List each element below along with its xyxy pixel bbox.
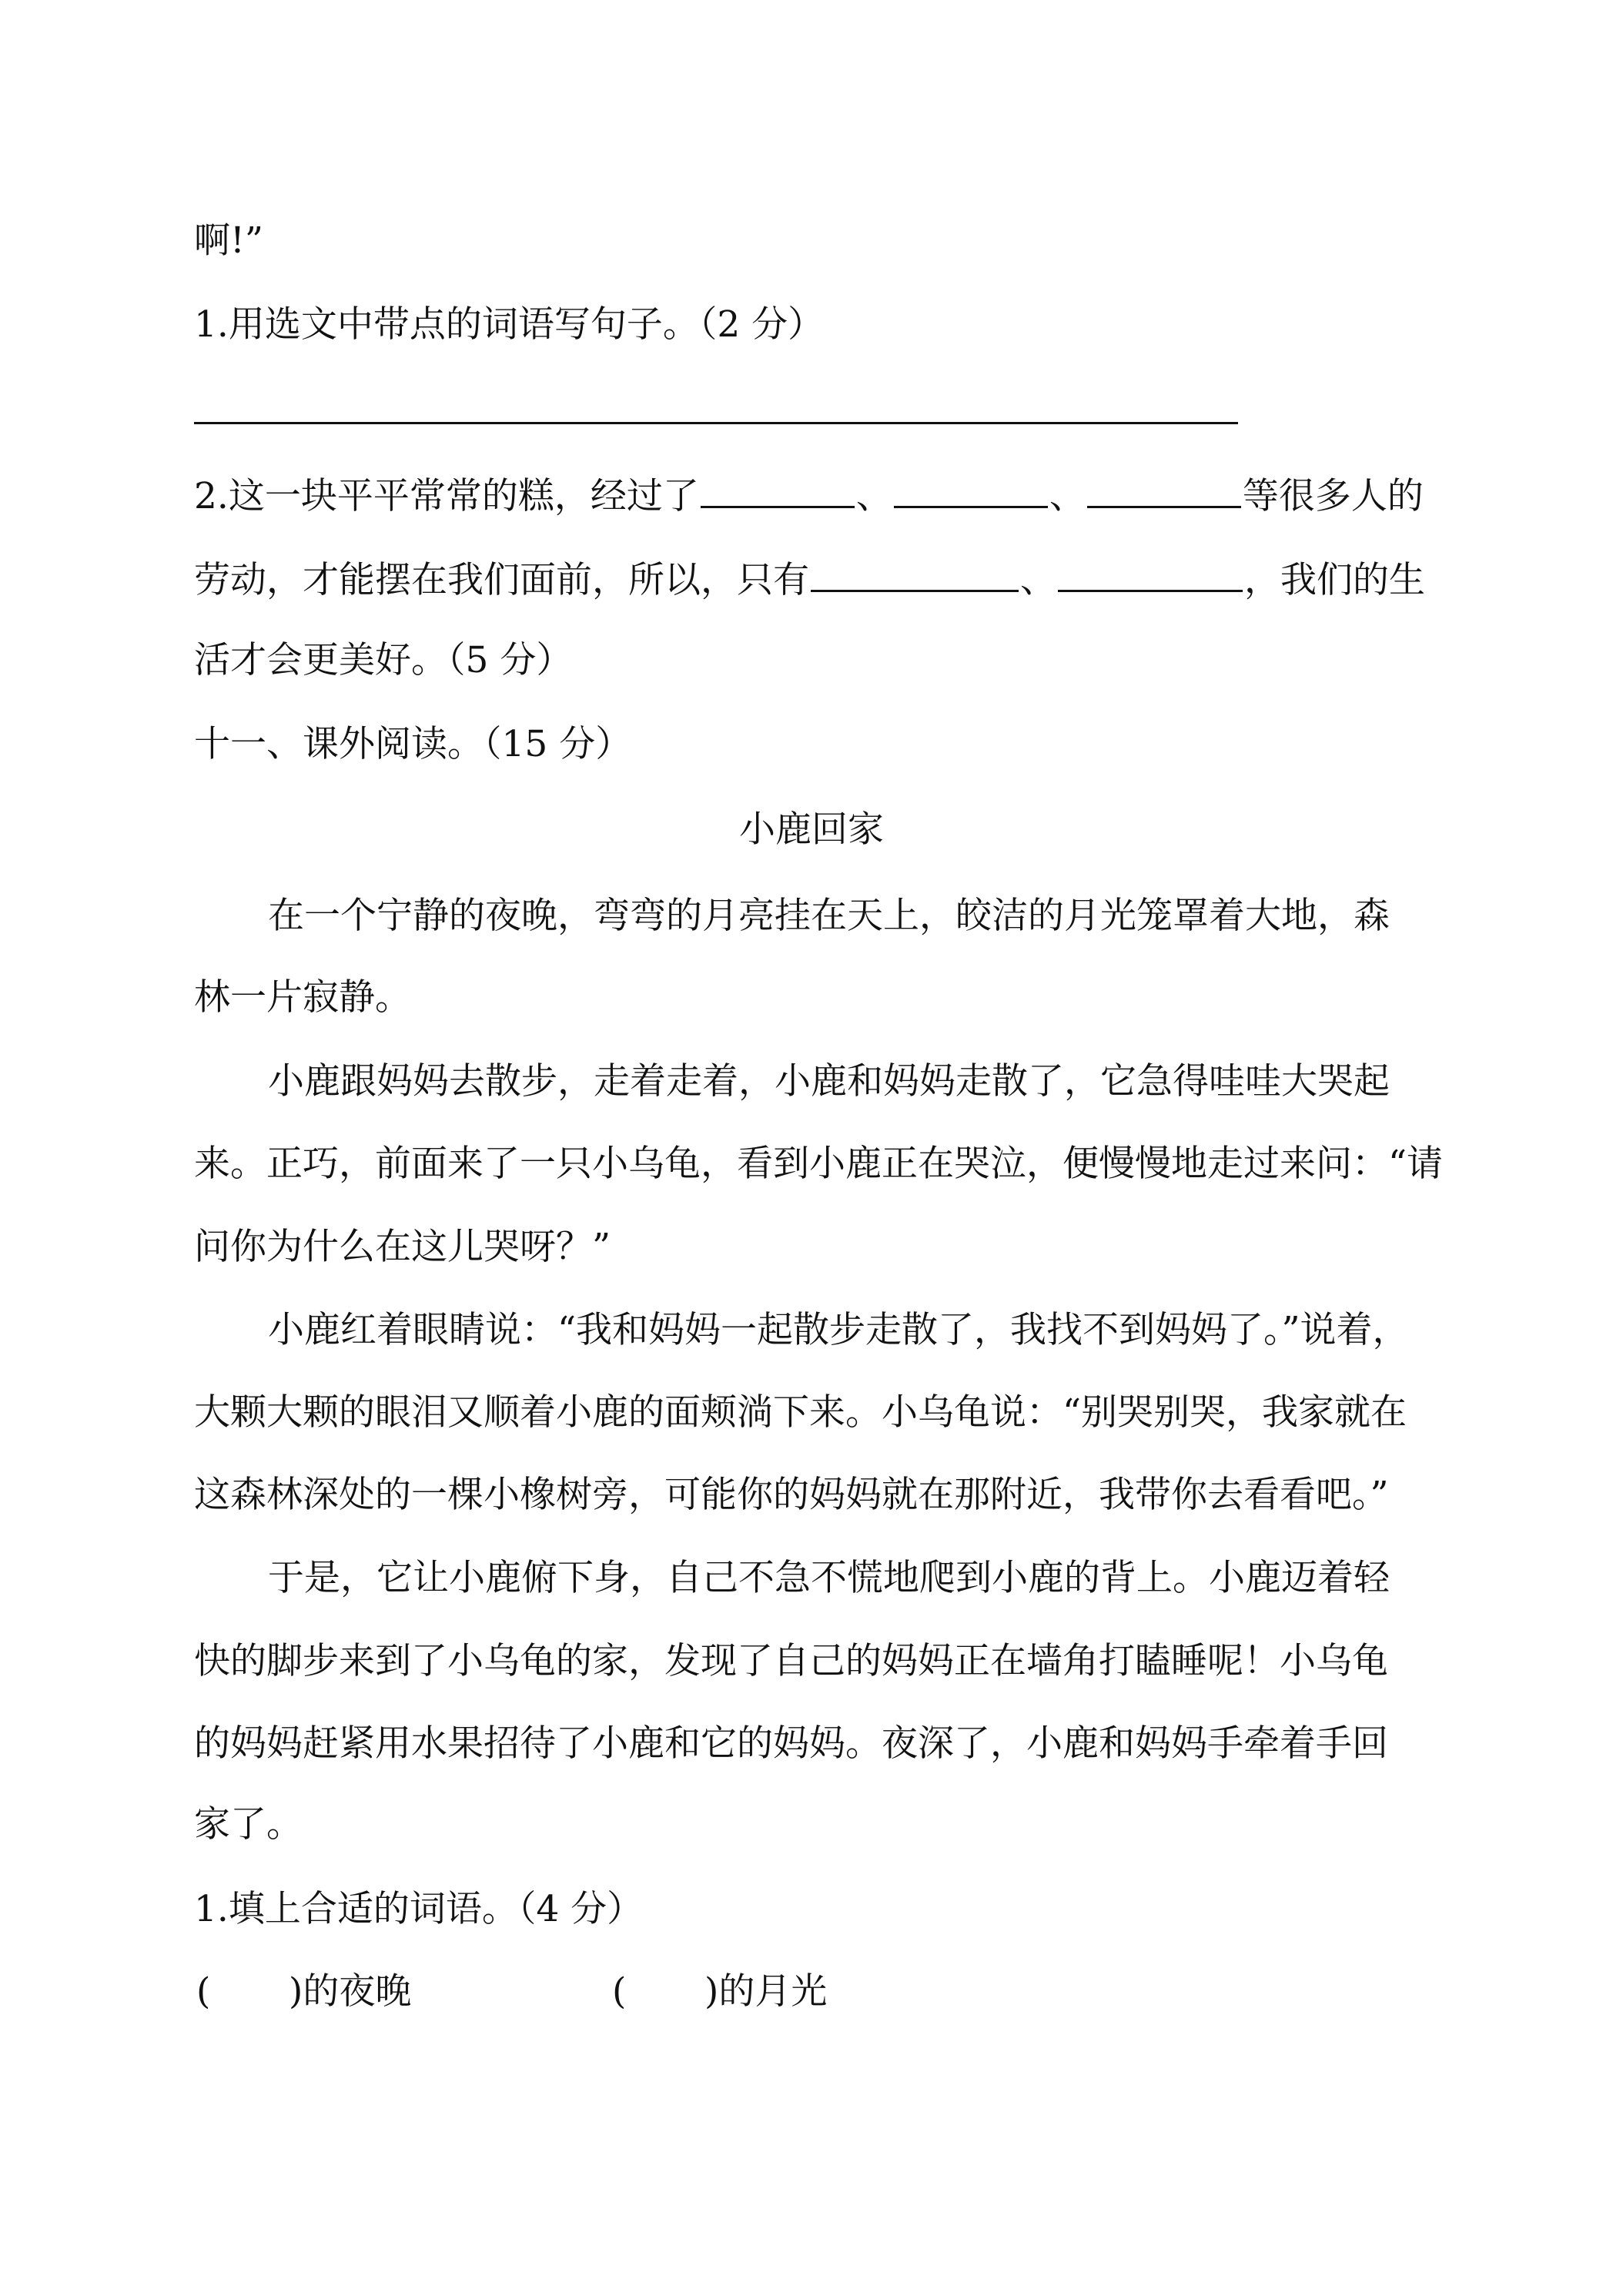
paragraph-line: 这森林深处的一棵小橡树旁，可能你的妈妈就在那附近，我带你去看看吧。” bbox=[194, 1474, 1389, 1516]
fill-close-label-2: )的月光 bbox=[704, 1970, 828, 2013]
carry-over-text: 啊!” bbox=[194, 219, 263, 262]
q2-line2-prefix: 劳动，才能摆在我们面前，所以，只有 bbox=[194, 559, 809, 601]
paragraph-line: 林一片寂静。 bbox=[194, 976, 411, 1019]
q2-separator: 、 bbox=[1049, 475, 1086, 517]
paragraph-line: 来。正巧，前面来了一只小乌龟，看到小鹿正在哭泣，便慢慢地走过来问：“请 bbox=[194, 1143, 1444, 1185]
fill-open-paren: ( bbox=[196, 1970, 211, 2013]
fill-close-label-1: )的夜晚 bbox=[289, 1970, 412, 2013]
answer-line[interactable] bbox=[194, 422, 1238, 424]
q2-separator: 、 bbox=[855, 475, 892, 517]
question-2-line-1 bbox=[194, 472, 1472, 520]
paragraph-line: 问你为什么在这儿哭呀？” bbox=[194, 1226, 611, 1268]
paragraph-line: 家了。 bbox=[194, 1803, 303, 1846]
q2-mid: 等很多人的 bbox=[1242, 475, 1424, 517]
paragraph-line: 快的脚步来到了小乌龟的家，发现了自己的妈妈正在墙角打瞌睡呢！小乌龟 bbox=[194, 1640, 1388, 1682]
paragraph-line: 小鹿跟妈妈去散步，走着走着，小鹿和妈妈走散了，它急得哇哇大哭起 bbox=[268, 1060, 1390, 1103]
q2-separator: 、 bbox=[1020, 559, 1056, 601]
answer-blank[interactable] bbox=[701, 472, 855, 508]
paragraph-line: 在一个宁静的夜晚，弯弯的月亮挂在天上，皎洁的月光笼罩着大地，森 bbox=[268, 895, 1390, 937]
fill-open-paren: ( bbox=[612, 1970, 627, 2013]
fill-blank-1[interactable] bbox=[223, 1969, 285, 2015]
story-title: 小鹿回家 bbox=[739, 808, 884, 851]
answer-blank[interactable] bbox=[894, 472, 1048, 508]
answer-blank[interactable] bbox=[1058, 556, 1243, 592]
fill-blank-2[interactable] bbox=[639, 1969, 701, 2015]
q2-line2-suffix: ，我们的生 bbox=[1244, 559, 1425, 601]
paragraph-line: 的妈妈赶紧用水果招待了小鹿和它的妈妈。夜深了，小鹿和妈妈手牵着手回 bbox=[194, 1722, 1388, 1765]
question-2-line-2 bbox=[194, 556, 1472, 604]
sub-question-1: 1.填上合适的词语。（4 分） bbox=[194, 1888, 644, 1930]
answer-blank[interactable] bbox=[1087, 472, 1241, 508]
question-1: 1.用选文中带点的词语写句子。（2 分） bbox=[194, 303, 825, 346]
q2-prefix: 2.这一块平平常常的糕，经过了 bbox=[194, 475, 699, 517]
question-2-line-3: 活才会更美好。（5 分） bbox=[194, 639, 573, 681]
section-heading: 十一、课外阅读。（15 分） bbox=[194, 723, 632, 765]
paragraph-line: 于是，它让小鹿俯下身，自己不急不慌地爬到小鹿的背上。小鹿迈着轻 bbox=[268, 1557, 1390, 1599]
paragraph-line: 大颗大颗的眼泪又顺着小鹿的面颊淌下来。小乌龟说：“别哭别哭，我家就在 bbox=[194, 1391, 1407, 1434]
answer-blank[interactable] bbox=[811, 556, 1019, 592]
paragraph-line: 小鹿红着眼睛说：“我和妈妈一起散步走散了，我找不到妈妈了。”说着， bbox=[268, 1309, 1409, 1351]
